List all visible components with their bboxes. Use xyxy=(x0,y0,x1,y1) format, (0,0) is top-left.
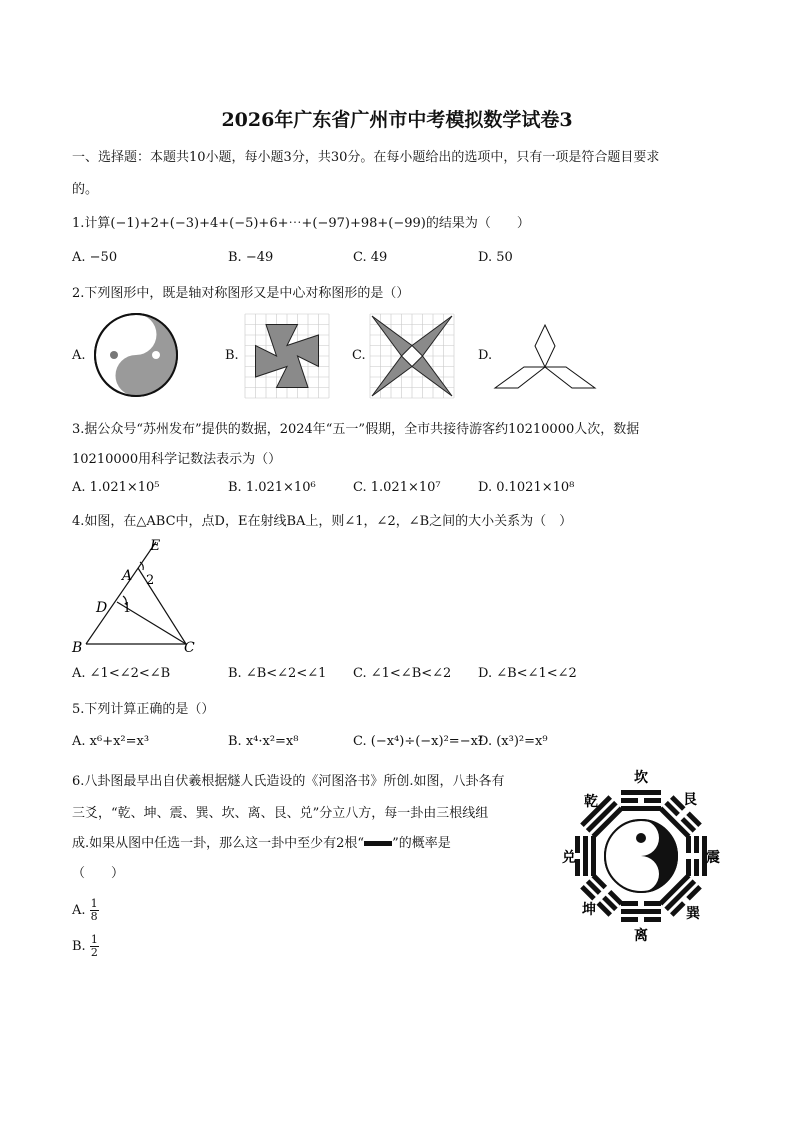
fraction xyxy=(90,898,99,923)
q2-option-b[interactable]: B. xyxy=(225,348,239,363)
label-a: A xyxy=(122,568,133,584)
label-b: B xyxy=(72,640,83,656)
question-4-stem: 4.如图，在△ABC中，点D，E在射线BA上，则∠1，∠2，∠B之间的大小关系为（ ） xyxy=(72,514,573,529)
trigram-label-xun: 巽 xyxy=(686,906,700,922)
trigram-label-zhen: 震 xyxy=(706,850,720,866)
q5-option-a[interactable]: A. x⁶+x²=x³ xyxy=(72,734,150,749)
section-instructions-cont: 的。 xyxy=(72,182,99,197)
trigram-label-kan: 坎 xyxy=(634,770,648,786)
section-instructions: 一、选择题：本题共10小题，每小题3分，共30分。在每小题给出的选项中，只有一项是符合题目要求 xyxy=(72,150,660,165)
question-6-stem: 6.八卦图最早出自伏羲根据燧人氏造设的《河图洛书》所创.如图，八卦各有 xyxy=(72,774,505,789)
denominator: 8 xyxy=(90,910,98,923)
q6-option-b[interactable] xyxy=(72,934,99,959)
question-1-stem: 1.计算(−1)+2+(−3)+4+(−5)+6+⋯+(−97)+98+(−99)的结果为（ ） xyxy=(72,216,530,231)
question-6-stem-cont: 三爻，“乾、坤、震、巽、坎、离、艮、兑”分立八方，每一卦由三根线组 xyxy=(72,806,489,821)
trigram-label-li: 离 xyxy=(634,928,648,944)
solid-line-symbol xyxy=(364,841,392,846)
three-rhombus-figure xyxy=(492,322,598,392)
question-6-stem-line4: （ ） xyxy=(72,866,125,881)
denominator: 2 xyxy=(90,946,98,959)
q1-option-d[interactable]: D. 50 xyxy=(478,250,513,265)
stem-text-b: ”的概率是 xyxy=(392,836,451,851)
q1-option-c[interactable]: C. 49 xyxy=(353,250,388,265)
q4-option-d[interactable]: D. ∠B<∠1<∠2 xyxy=(478,666,577,681)
q2-option-c[interactable]: C. xyxy=(352,348,366,363)
triangle-figure xyxy=(68,534,208,658)
q4-option-a[interactable]: A. ∠1<∠2<∠B xyxy=(72,666,171,681)
question-2-stem: 2.下列图形中，既是轴对称图形又是中心对称图形的是（） xyxy=(72,286,410,301)
yin-yang-figure xyxy=(88,312,184,398)
q3-option-a[interactable]: A. 1.021×10⁵ xyxy=(72,480,160,495)
q1-option-a[interactable]: A. −50 xyxy=(72,250,118,265)
label-e: E xyxy=(150,538,161,554)
label-d: D xyxy=(96,600,108,616)
q6-option-a-label: A. xyxy=(72,903,86,918)
q6-option-b-label: B. xyxy=(72,939,86,954)
q1-option-b[interactable]: B. −49 xyxy=(228,250,274,265)
page-title: 2026年广东省广州市中考模拟数学试卷3 xyxy=(221,109,573,131)
fraction xyxy=(90,934,99,959)
q5-option-d[interactable]: D. (x³)²=x⁹ xyxy=(478,734,548,749)
q5-option-b[interactable]: B. x⁴·x²=x⁸ xyxy=(228,734,299,749)
question-5-stem: 5.下列计算正确的是（） xyxy=(72,702,215,717)
q3-option-b[interactable]: B. 1.021×10⁶ xyxy=(228,480,316,495)
label-angle-1: 1 xyxy=(123,601,132,616)
q6-option-a[interactable] xyxy=(72,898,99,923)
bowtie-grid-figure xyxy=(368,312,458,400)
q2-option-a[interactable]: A. xyxy=(72,348,86,363)
question-6-stem-line3 xyxy=(72,832,451,851)
numerator: 1 xyxy=(90,933,98,946)
question-3-stem: 3.据公众号“苏州发布”提供的数据，2024年“五一”假期，全市共接待游客约10210000人次，数据 xyxy=(72,422,640,437)
numerator: 1 xyxy=(90,897,98,910)
q2-option-d[interactable]: D. xyxy=(478,348,493,363)
question-3-stem-cont: 10210000用科学记数法表示为（） xyxy=(72,452,282,467)
trigram-label-dui: 兑 xyxy=(562,850,576,866)
q3-option-c[interactable]: C. 1.021×10⁷ xyxy=(353,480,441,495)
q4-option-c[interactable]: C. ∠1<∠B<∠2 xyxy=(353,666,452,681)
pinwheel-grid-figure xyxy=(243,312,335,400)
trigram-label-qian: 乾 xyxy=(584,794,598,810)
trigram-label-gen: 艮 xyxy=(683,792,697,808)
label-c: C xyxy=(184,640,195,656)
bagua-figure xyxy=(556,764,726,944)
trigram-label-kun: 坤 xyxy=(582,902,596,918)
q5-option-c[interactable]: C. (−x⁴)÷(−x)²=−x² xyxy=(353,734,484,749)
q4-option-b[interactable]: B. ∠B<∠2<∠1 xyxy=(228,666,327,681)
label-angle-2: 2 xyxy=(146,573,155,588)
q3-option-d[interactable]: D. 0.1021×10⁸ xyxy=(478,480,575,495)
stem-text-a: 成.如果从图中任选一卦，那么这一卦中至少有2根“ xyxy=(72,836,365,851)
